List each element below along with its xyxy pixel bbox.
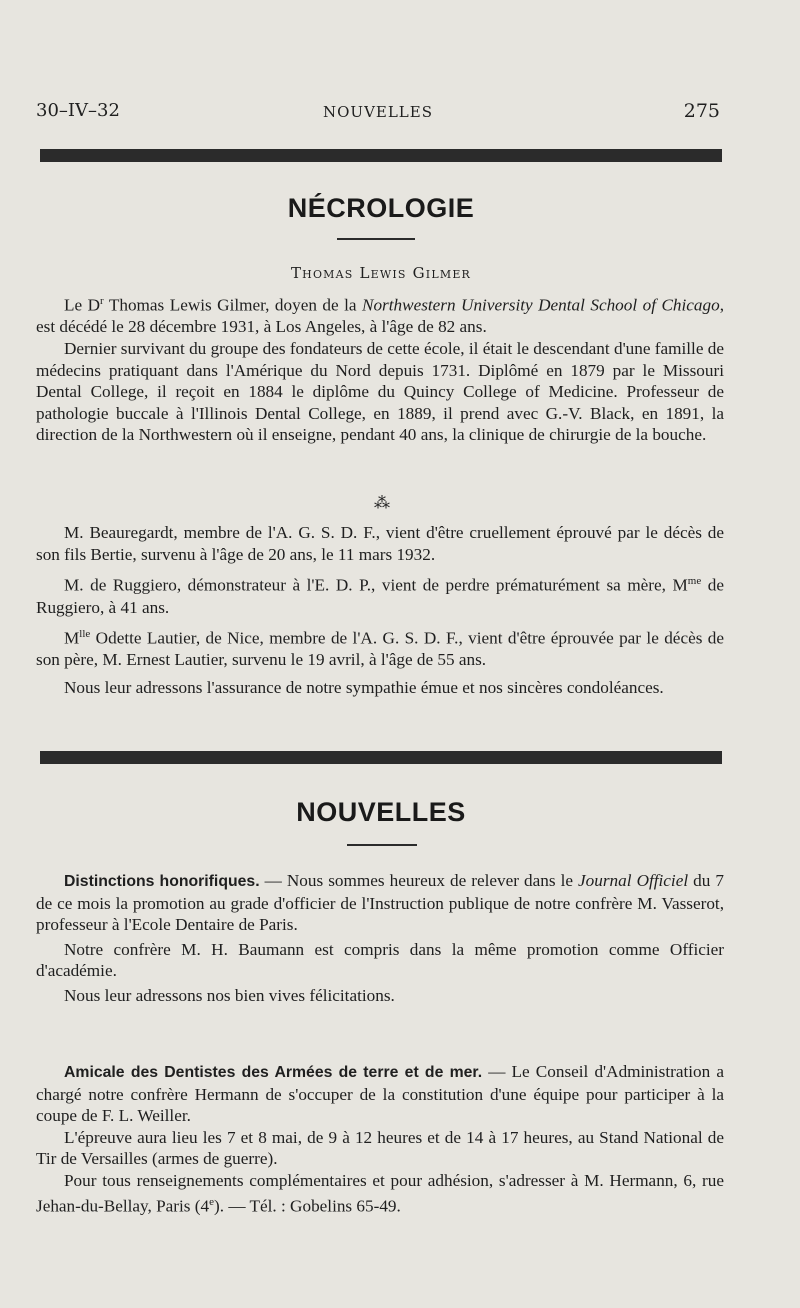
beauregardt-paragraph: M. Beauregardt, membre de l'A. G. S. D. F., vient d'être cruellement éprouvé par le décès de son fils Bertie, survenu à l'âge de 20 ans, le 11 mars 1932. — [36, 523, 724, 564]
page-number: 275 — [683, 100, 720, 122]
gilmer-paragraph-1: Le $D^r$ Thomas Lewis Gilmer, doyen de la Northwestern University Dental School of Chicago, est décédé le 28 décembre 1931, à Los Angeles, à l'âge de 82 ans. — [36, 295, 724, 337]
necrologie-subheading: Thomas Lewis Gilmer — [290, 264, 472, 282]
contact-paragraph: Pour tous renseignements complémentaires et pour adhésion, s'adresser à M. Hermann, 6, rue Jehan-du-Bellay, Paris (4e). — Tél. : Gobelins 65-49. — [36, 1170, 724, 1216]
epreuve-paragraph: L'épreuve aura lieu les 7 et 8 mai, de 9 à 12 heures et de 14 à 17 heures, au Stand National de Tir de Versailles (armes de guerre). — [36, 1127, 724, 1169]
lautier-paragraph: $M^{lle}$ Odette Lautier, de Nice, membre de l'A. G. S. D. F., vient d'être éprouvée par le décès de son père, M. Ernest Lautier, survenu le 19 avril, à l'âge de 55 ans. — [36, 628, 724, 670]
necrologie-title: NÉCROLOGIE — [287, 193, 475, 223]
gilmer-paragraph-2: Dernier survivant du groupe des fondateurs de cette école, il était le descendant d'une famille de médecins pratiquant dans l'Amérique du Nord depuis 1731. Diplômé en 1879 par le Missouri Dental College, il reçoit en 1884 le diplôme du Quincy College of Medicine. Professeur de pathologie buccale à l'Illinois Dental College, en 1889, il prend avec G.-V. Black, en 1891, la direction de la Northwestern où il enseigne, pendant 40 ans, la clinique de chirurgie de la bouche. — [36, 338, 724, 445]
amicale-block — [36, 1061, 724, 1217]
distinctions-block — [36, 870, 724, 1007]
necrologie-title-underline — [337, 238, 415, 240]
ruggiero-paragraph: M. de Ruggiero, démonstrateur à l'E. D. P., vient de perdre prématurément sa mère, $M^{me}$ de Ruggiero, à 41 ans. — [36, 575, 724, 617]
running-head — [36, 100, 720, 126]
section-name: NOUVELLES — [323, 103, 433, 121]
felicitations-paragraph: Nous leur adressons nos bien vives félicitations. — [64, 985, 395, 1005]
condolences-block — [36, 522, 724, 699]
top-divider-rule — [40, 149, 722, 162]
distinctions-lead: Distinctions honorifiques. — [64, 873, 260, 890]
distinctions-paragraph: Distinctions honorifiques. — Nous sommes heureux de relever dans le Journal Officiel du 7 de ce mois la promotion au grade d'officier de l'Instruction publique de notre confrère M. Vasserot, professeur à l'Ecole Dentaire de Paris. — [36, 871, 725, 935]
middle-divider-rule — [40, 751, 722, 764]
baumann-paragraph: Notre confrère M. H. Baumann est compris dans la même promotion comme Officier d'académie. — [36, 939, 724, 981]
nouvelles-title: NOUVELLES — [296, 797, 466, 827]
nouvelles-title-underline — [347, 844, 417, 846]
sympathy-paragraph: Nous leur adressons l'assurance de notre sympathie émue et nos sincères condoléances. — [64, 678, 664, 698]
amicale-paragraph: Amicale des Dentistes des Armées de terre et de mer. — Le Conseil d'Administration a chargé notre confrère Hermann de s'occuper de la constitution d'une équipe pour participer à la coupe de F. L. Weiller. — [36, 1062, 724, 1126]
issue-date: 30–IV–32 — [36, 100, 120, 121]
asterism: ⁂ — [374, 493, 390, 512]
amicale-lead: Amicale des Dentistes des Armées de terre et de mer. — [64, 1064, 483, 1081]
necrologie-block — [36, 291, 724, 446]
